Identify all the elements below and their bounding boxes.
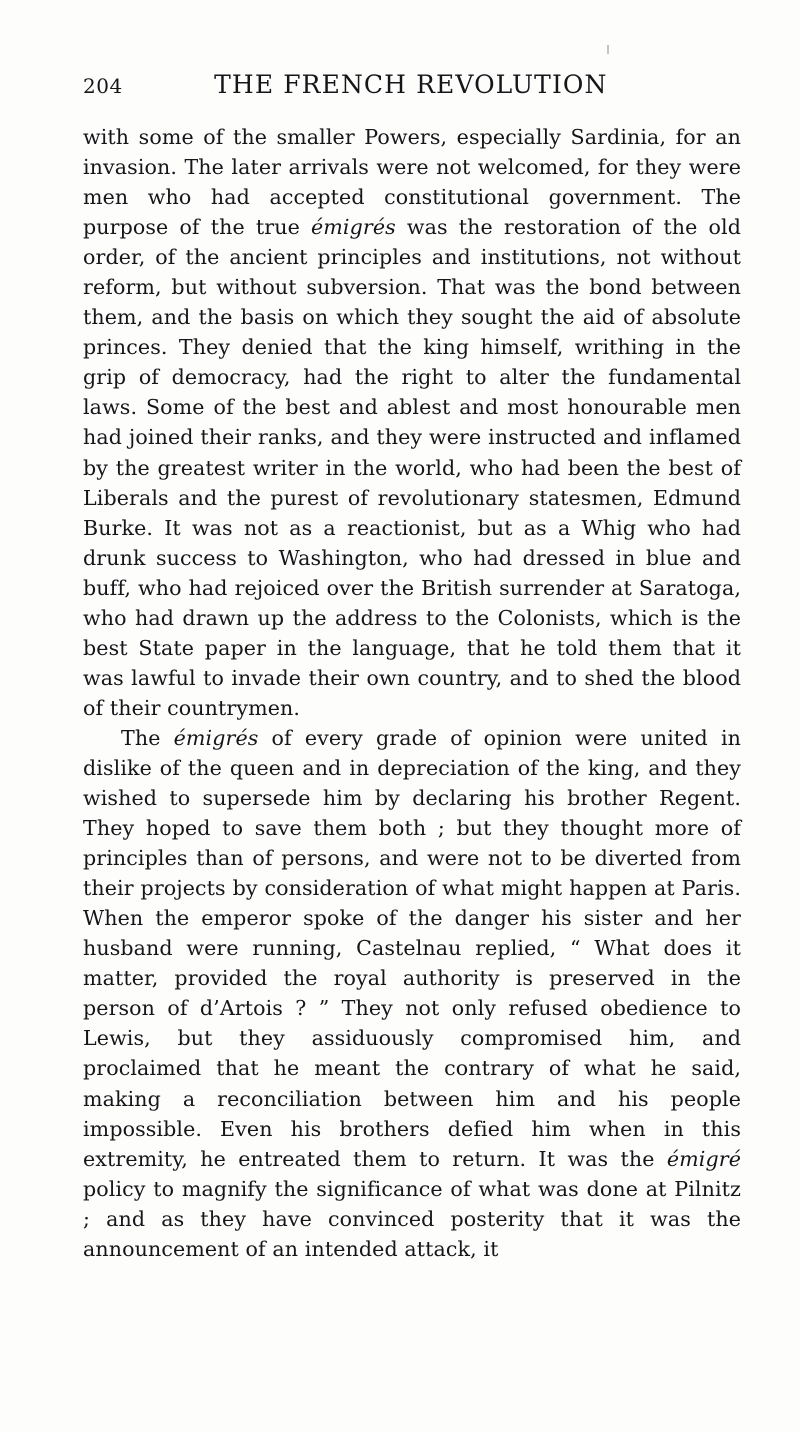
paragraph-1-text-b: was the restoration of the old order, of the ancient principles and institutions, not without reform, but without subversion. That was the bond between them, and the basis on which they sought the aid of absolute princes. They denied that the king himself, writhing in the grip of democracy, had the right to alter the fundamental laws. Some of the best and ablest and most honourable men had joined their ranks, and they were instructed and inflamed by the greatest writer in the world, who had been the best of Liberals and the purest of revolutionary statesmen, Edmund Burke. It was not as a reactionist, but as a Whig who had drunk success to Washington, who had dressed in blue and buff, who had rejoiced over the British surrender at Saratoga, who had drawn up the address to the Colonists, which is the best State paper in the language, that he told them that it was lawful to invade their own country, and to shed the blood of their countrymen. bbox=[83, 215, 741, 720]
page-number: 204 bbox=[83, 74, 123, 98]
paragraph-2-text-c: policy to magnify the significance of what was done at Pilnitz ; and as they have convinced posterity that it was the announcement of an intended attack, it bbox=[83, 1176, 741, 1261]
paragraph-2-emphasis-b: émigré bbox=[666, 1146, 741, 1171]
paragraph-2 bbox=[83, 723, 741, 1264]
paragraph-2-emphasis-a: émigrés bbox=[173, 725, 259, 750]
paragraph-1 bbox=[83, 122, 741, 723]
paragraph-1-emphasis-a: émigrés bbox=[311, 215, 396, 240]
page-header bbox=[83, 70, 741, 99]
paragraph-2-text-b: of every grade of opinion were united in dislike of the queen and in depreciation of the king, and they wished to supersede him by declaring his brother Regent. They hoped to save them both ; but they thought more of principles than of persons, and were not to be diverted from their projects by consideration of what might happen at Paris. When the emperor spoke of the danger his sister and her husband were running, Castelnau replied, “ What does it matter, provided the royal authority is preserved in the person of d’Artois ? ” They not only refused obedience to Lewis, but they assiduously compromised him, and proclaimed that he meant the contrary of what he said, making a reconciliation between him and his people impossible. Even his brothers defied him when in this extremity, he entreated them to return. It was the bbox=[83, 725, 741, 1171]
page-body bbox=[83, 122, 741, 1264]
paragraph-2-text-a: The bbox=[121, 725, 174, 750]
page-speck bbox=[607, 45, 609, 54]
running-title: THE FRENCH REVOLUTION bbox=[214, 70, 608, 99]
paragraph-1-text-a: with some of the smaller Powers, especially Sardinia, for an invasion. The later arrivals were not welcomed, for they were men who had accepted constitutional government. The purpose of the true bbox=[83, 125, 741, 240]
